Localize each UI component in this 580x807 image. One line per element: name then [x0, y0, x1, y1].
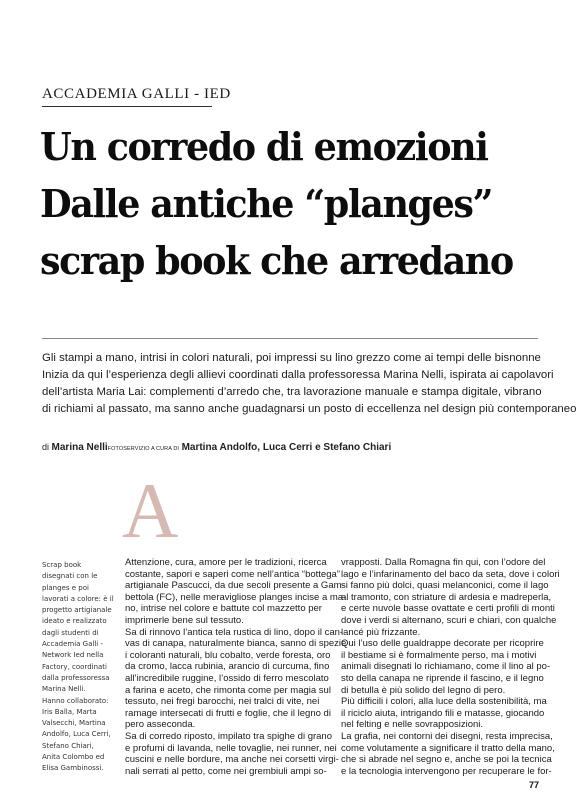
body-line: imprimerle bene sul tessuto.	[125, 614, 244, 626]
body-line: cuscini e nelle bordure, ma anche nei corsetti virgi-	[125, 754, 339, 766]
standfirst-line: dell’artista Maria Lai: complementi d’arredo che, tra lavorazione manuale e stampa digitale, vibrano	[42, 386, 542, 398]
section-kicker: ACCADEMIA GALLI - IED	[42, 86, 231, 102]
body-line: vas di canapa, naturalmente bianca, sanno di spezie	[125, 638, 347, 650]
body-line: nali serrati al petto, come nei grembiuli ampi so-	[125, 765, 327, 777]
headline-divider	[42, 338, 538, 339]
caption-line: Scrap book	[42, 561, 82, 569]
drop-cap: A	[122, 467, 179, 554]
caption-line: progetto artigianale	[42, 606, 112, 615]
caption-line: Elisa Gambinossi.	[42, 764, 104, 773]
body-line: pero asseconda.	[125, 719, 196, 731]
body-line: dove i verdi si alternano, scuri e chiari, con qualche	[341, 614, 557, 626]
body-line: lancé più frizzante.	[341, 626, 421, 638]
body-line: i coloranti naturali, blu cobalto, verde foresta, oro	[125, 649, 331, 661]
caption-line: Stefano Chiari,	[42, 741, 94, 750]
byline-author: Marina Nelli	[51, 442, 108, 453]
standfirst-line: Gli stampi a mano, intrisi in colori naturali, poi impressi su lino grezzo come ai tempi delle bisnonne	[42, 352, 541, 364]
page-number: 77	[529, 780, 540, 790]
byline	[42, 442, 391, 453]
body-line: all’incredibile ruggine, l’ossido di ferro mescolato	[125, 672, 329, 684]
caption-line: Iris Balla, Marta	[42, 707, 97, 716]
caption-line: Factory, coordinati	[42, 662, 107, 671]
body-line: e la tecnologia intervengono per recuperare le for-	[341, 765, 552, 777]
body-line: La grafia, nei contorni dei disegni, resta imprecisa,	[341, 730, 553, 742]
body-line: vrapposti. Dalla Romagna fin qui, con l’odore del	[341, 557, 546, 568]
caption-line: dalla professoressa	[42, 673, 110, 682]
body-line: Qui l’uso delle gualdrappe decorate per ricoprire	[341, 638, 544, 650]
body-line: di betulla è più solido del legno di pero.	[341, 684, 506, 696]
byline-photographers: Martina Andolfo, Luca Cerri e Stefano Chiari	[181, 442, 392, 453]
caption-line: Anita Colombo ed	[42, 753, 105, 762]
headline-line: scrap book che arredano	[40, 238, 513, 283]
caption-line: ideato e realizzato	[42, 617, 107, 626]
caption-line: dagli studenti di	[42, 628, 99, 637]
headline-line: Dalle antiche “planges”	[40, 181, 493, 226]
article-standfirst	[42, 350, 577, 418]
body-column-1	[125, 557, 347, 777]
caption-line: Marina Nelli.	[42, 685, 86, 694]
body-line: nel felting e nelle sovrapposizioni.	[341, 719, 484, 731]
body-line: come volutamente a significare il tratto della mano,	[341, 742, 555, 754]
byline-credit-label: FOTOSERVIZIO A CURA DI	[107, 446, 180, 452]
standfirst-line: di richiami al passato, ma sanno anche guadagnarsi un posto di eccellenza nel design più contemporaneo	[42, 403, 577, 415]
caption-line: disegnati con le	[42, 572, 98, 581]
body-line: Più difficili i colori, alla luce della sostenibilità, ma	[341, 696, 547, 708]
caption-line: Network Ied nella	[42, 651, 104, 660]
standfirst-line: Inizia da qui l’esperienza degli allievi coordinati dalla professoressa Marina Nelli, ispirata ai capolavori	[42, 369, 554, 381]
photo-caption	[42, 560, 122, 775]
headline-line: Un corredo di emozioni	[40, 124, 488, 169]
body-line: e profumi di lavanda, nelle tovaglie, nei runner, nei	[125, 742, 337, 754]
caption-line: lavorati a colore: è il	[42, 594, 114, 603]
caption-line: planges e poi	[42, 583, 89, 592]
body-line: il bestiame si è formalmente perso, ma i motivi	[341, 649, 537, 661]
body-line: al tramonto, con striature di ardesia e madreperla,	[341, 591, 552, 603]
body-line: ramage intersecati di frutti e foglie, che il legno di	[125, 707, 331, 719]
caption-line: Valsecchi, Martina	[42, 719, 106, 728]
body-line: bettola (FC), nelle meravigliose planges incise a ma-	[125, 591, 347, 603]
body-line: il riciclo aiuta, intrigando fili e matasse, giocando	[341, 707, 545, 719]
article-headline	[40, 118, 520, 289]
body-line: e certe nuvole basse ovattate e certi profili di monti	[341, 603, 555, 615]
caption-line: Hanno collaborato:	[42, 696, 109, 705]
body-line: Sa di corredo riposto, impilato tra spighe di grano	[125, 730, 333, 742]
caption-line: Accademia Galli -	[42, 640, 103, 649]
body-line: da cromo, lacca rubinia, arancio di curcuma, fino	[125, 661, 330, 673]
body-line: Sa di rinnovo l’antica tela rustica di lino, dopo il can-	[125, 626, 344, 638]
body-line: animali disegnati lo richiamano, come il lino al po-	[341, 661, 551, 673]
kicker-underline	[42, 106, 212, 107]
body-line: si fanno più dolci, quasi melanconici, come il lago	[341, 580, 549, 592]
body-line: lago e l’infarinamento del baco da seta, dove i colori	[341, 568, 560, 580]
caption-line: Andolfo, Luca Cerri,	[42, 730, 111, 739]
body-line: artigianale Pascucci, da due secoli presente a Gam-	[125, 580, 345, 592]
byline-prefix: di	[42, 442, 50, 452]
body-column-2	[341, 557, 560, 777]
body-line: no, intrise nel colore e battute col mazzetto per	[125, 603, 322, 615]
body-line: che si abrade nel segno e, anche se poi la tecnica	[341, 754, 552, 766]
body-line: Attenzione, cura, amore per le tradizioni, ricerca	[125, 557, 327, 568]
body-line: a farina e aceto, che rimonta come per magia sul	[125, 684, 331, 696]
body-line: costante, sapori e saperi come nell’antica “bottega”	[125, 568, 340, 580]
body-line: tessuto, nei fregi barocchi, nei tralci di vite, nei	[125, 696, 320, 708]
body-line: sto della canapa ne riprende il fascino, e il legno	[341, 672, 544, 684]
